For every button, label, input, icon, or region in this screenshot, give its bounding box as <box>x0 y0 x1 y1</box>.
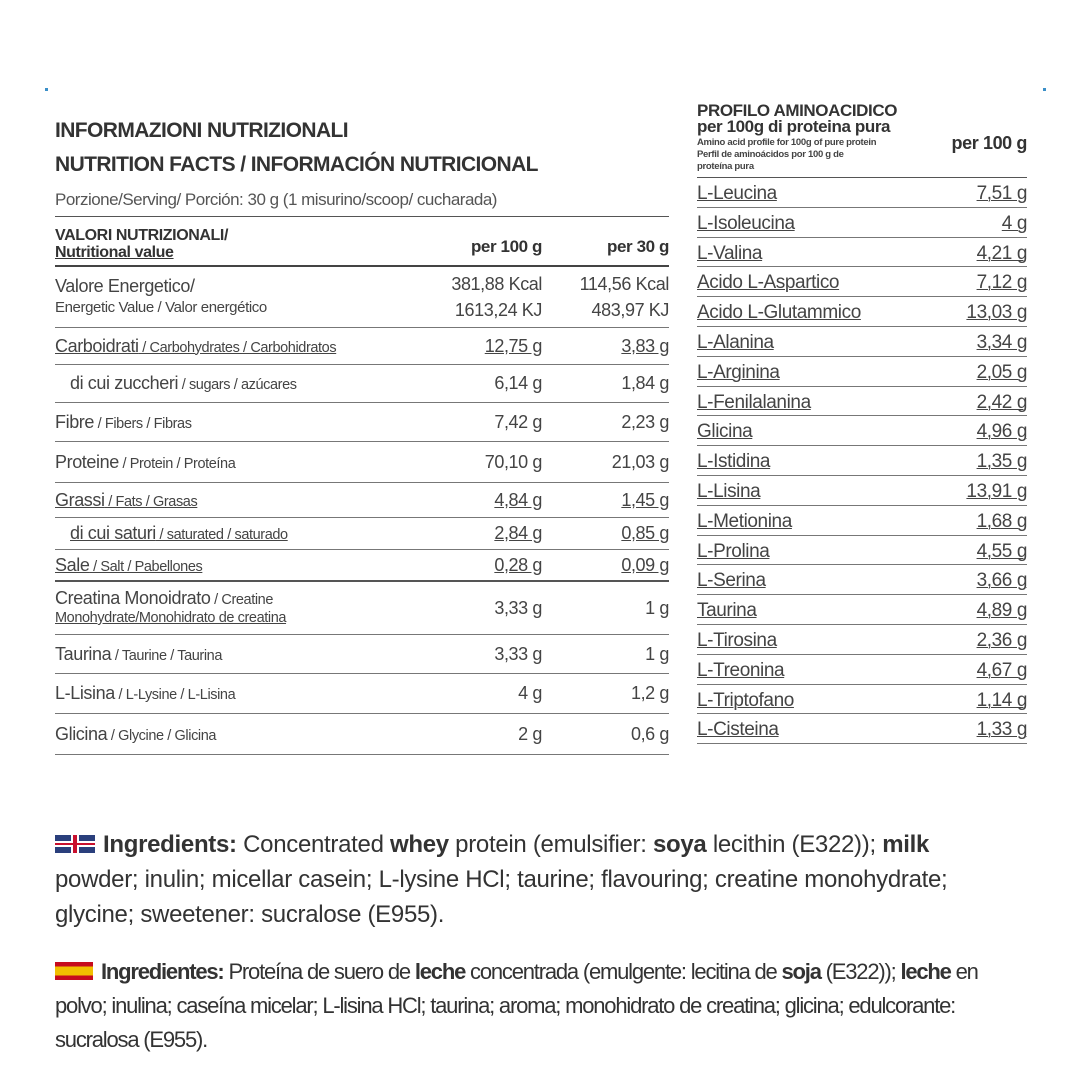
allergen-milk: milk <box>882 831 930 858</box>
allergen-soya: soya <box>652 831 707 858</box>
ingredients-en-text: protein (emulsifier: <box>448 831 653 858</box>
creatine-row <box>55 582 669 635</box>
row-label: di cui zuccheri <box>70 373 179 393</box>
amino-row <box>697 536 1027 566</box>
allergen-whey: whey <box>389 831 449 858</box>
nutrition-facts-panel <box>55 114 669 755</box>
amino-value: 2,36 g <box>976 629 1027 651</box>
amino-value: 4,67 g <box>976 659 1027 681</box>
amino-name: L-Prolina <box>697 540 770 562</box>
row-value-100g: 12,75 g <box>484 335 542 356</box>
row-value-30g: 21,03 g <box>611 451 669 472</box>
amino-name: Acido L-Glutammico <box>697 302 861 324</box>
creatine-label-sub2: Monohydrate/Monohidrato de creatina <box>55 610 287 626</box>
amino-header <box>697 133 1027 178</box>
amino-row <box>697 178 1027 208</box>
table-row <box>55 403 669 442</box>
amino-small-line1: Amino acid profile for 100g of pure protein <box>697 137 877 148</box>
row-value-100g: 2,84 g <box>494 523 542 543</box>
amino-value: 1,68 g <box>976 510 1027 532</box>
row-label-sub: / Protein / Proteína <box>118 455 236 472</box>
creatine-value-30g: 1 g <box>645 597 669 618</box>
row-label: Taurina <box>55 643 112 664</box>
amino-row <box>697 685 1027 715</box>
row-label-sub: / Carbohydrates / Carbohidratos <box>138 339 337 356</box>
ingredients-es-label: Ingredientes: <box>101 959 224 984</box>
nutrition-title-it: INFORMAZIONI NUTRIZIONALI <box>55 119 348 142</box>
row-label: di cui saturi <box>70 523 156 543</box>
amino-value: 1,14 g <box>976 689 1027 711</box>
amino-row <box>697 208 1027 238</box>
row-label: Grassi <box>55 489 105 510</box>
amino-name: Acido L-Aspartico <box>697 272 840 294</box>
row-value-100g: 4,84 g <box>494 489 542 510</box>
energy-kj-100g: 1613,24 KJ <box>454 300 542 320</box>
amino-value: 4,21 g <box>976 242 1027 264</box>
amino-row <box>697 357 1027 387</box>
row-value-30g: 1 g <box>645 643 669 664</box>
ingredients-es-text: concentrada (emulgente: lecitina de <box>465 959 782 984</box>
ingredients-es-text: en polvo; inulina; caseína micelar; L-lisina HCl; taurina; aroma; monohidrato de creatina; glicina; edulcorante: sucralosa (E955). <box>55 959 978 1052</box>
energy-kcal-30g: 114,56 Kcal <box>579 274 669 294</box>
amino-row <box>697 506 1027 536</box>
amino-value: 7,51 g <box>976 183 1027 204</box>
amino-row <box>697 714 1027 744</box>
amino-row <box>697 625 1027 655</box>
creatine-value-100g: 3,33 g <box>494 597 542 618</box>
row-label-sub: / Taurine / Taurina <box>111 647 223 664</box>
amino-name: L-Tirosina <box>697 629 777 651</box>
row-value-100g: 3,33 g <box>494 643 542 664</box>
table-row <box>55 483 669 518</box>
row-value-30g: 0,85 g <box>621 523 669 543</box>
allergen-leche: leche <box>414 959 466 984</box>
amino-value: 13,91 g <box>966 480 1027 502</box>
amino-value: 2,42 g <box>976 391 1027 413</box>
row-label-sub: / Salt / Pabellones <box>89 558 203 575</box>
row-value-30g: 1,2 g <box>630 683 669 703</box>
energy-kj-30g: 483,97 KJ <box>591 300 669 320</box>
amino-small-text <box>697 137 876 173</box>
row-value-30g: 0,6 g <box>630 723 669 744</box>
row-value-30g: 1,84 g <box>621 373 669 393</box>
table-row <box>55 550 669 582</box>
amino-value: 3,66 g <box>976 570 1027 592</box>
ingredients-en-text: lecithin (E322)); <box>706 831 883 858</box>
creatine-label: Creatina Monoidrato <box>55 588 211 608</box>
row-value-30g: 0,09 g <box>621 554 669 575</box>
energy-label <box>55 276 406 318</box>
amino-name: L-Serina <box>697 570 766 592</box>
amino-value: 4,89 g <box>976 600 1027 622</box>
row-value-100g: 2 g <box>518 723 542 744</box>
amino-row <box>697 565 1027 595</box>
amino-small-line2: Perfil de aminoácidos por 100 g de <box>697 149 844 160</box>
row-label-sub: / Glycine / Glicina <box>107 727 217 744</box>
row-label-sub: / sugars / azúcares <box>178 377 297 393</box>
amino-name: L-Cisteina <box>697 719 779 741</box>
table-row <box>55 365 669 403</box>
row-value-30g: 3,83 g <box>621 335 669 356</box>
serving-size: Porzione/Serving/ Porción: 30 g (1 misurino/scoop/ cucharada) <box>55 190 669 217</box>
amino-name: Glicina <box>697 421 753 443</box>
header-label-line1: VALORI NUTRIZIONALI/ <box>55 227 229 244</box>
energy-per-100g <box>406 271 542 323</box>
ingredients-es-text: (E322)); <box>820 959 901 984</box>
row-value-100g: 7,42 g <box>494 411 542 432</box>
row-value-100g: 4 g <box>518 683 542 703</box>
corner-dot-left <box>45 88 48 91</box>
ingredients-en-text: powder; inulin; micellar casein; L-lysine HCl; taurine; flavouring; creatine monohydrate; glycine; sweetener: sucralose (E955). <box>55 866 948 928</box>
amino-row <box>697 655 1027 685</box>
amino-per-100g: per 100 g <box>951 133 1027 153</box>
amino-name: L-Lisina <box>697 480 761 502</box>
row-label: Proteine <box>55 451 119 472</box>
amino-value: 4,96 g <box>976 421 1027 443</box>
row-label-sub: / Fats / Grasas <box>104 493 198 510</box>
amino-name: L-Valina <box>697 242 763 264</box>
amino-name: Taurina <box>697 600 757 622</box>
row-value-30g: 2,23 g <box>621 411 669 432</box>
ingredients-en-text: Concentrated <box>236 831 390 858</box>
amino-name: L-Metionina <box>697 510 792 532</box>
amino-small-line3: proteína pura <box>697 161 754 172</box>
amino-row <box>697 416 1027 446</box>
nutrition-title-multilang: NUTRITION FACTS / INFORMACIÓN NUTRICIONAL <box>55 153 538 176</box>
energy-row <box>55 267 669 328</box>
spain-flag-icon <box>55 962 93 980</box>
amino-name: L-Arginina <box>697 361 780 383</box>
table-row <box>55 518 669 550</box>
amino-value: 2,05 g <box>976 361 1027 383</box>
amino-value: 13,03 g <box>966 302 1027 324</box>
amino-row <box>697 327 1027 357</box>
row-value-100g: 70,10 g <box>484 451 542 472</box>
row-value-100g: 6,14 g <box>494 373 542 393</box>
row-value-100g: 0,28 g <box>494 554 542 575</box>
amino-name: L-Fenilalanina <box>697 391 811 413</box>
amino-acid-profile-panel <box>697 103 1027 744</box>
header-col-100g: per 100 g <box>470 237 542 256</box>
amino-name: L-Alanina <box>697 331 774 353</box>
amino-row <box>697 446 1027 476</box>
amino-value: 3,34 g <box>976 331 1027 353</box>
row-label: Sale <box>55 554 90 575</box>
header-col-30g: per 30 g <box>607 237 669 256</box>
ingredients-en <box>55 827 1005 932</box>
table-row <box>55 714 669 755</box>
amino-value: 4 g <box>1001 212 1027 234</box>
energy-label-sub: Energetic Value / Valor energético <box>55 299 267 316</box>
amino-value: 7,12 g <box>976 272 1027 294</box>
table-row <box>55 635 669 674</box>
header-label <box>55 227 406 261</box>
creatine-label-sub1: / Creatine <box>210 592 273 608</box>
energy-kcal-100g: 381,88 Kcal <box>451 274 542 294</box>
amino-row <box>697 595 1027 625</box>
row-label: L-Lisina <box>55 683 115 703</box>
amino-value: 1,35 g <box>976 451 1027 473</box>
amino-name: L-Triptofano <box>697 689 794 711</box>
ingredients-es <box>55 955 1005 1057</box>
header-label-line2: Nutritional value <box>55 244 174 261</box>
amino-value: 4,55 g <box>976 540 1027 562</box>
row-label-sub: / saturated / saturado <box>155 527 288 543</box>
row-value-30g: 1,45 g <box>621 489 669 510</box>
amino-value: 1,33 g <box>976 719 1027 741</box>
amino-name: L-Isoleucina <box>697 212 795 234</box>
nutrition-table-header <box>55 217 669 267</box>
row-label-sub: / L-Lysine / L-Lisina <box>114 687 236 703</box>
amino-subtitle: per 100g di proteina pura <box>697 117 891 136</box>
allergen-leche-2: leche <box>900 959 951 984</box>
amino-row <box>697 476 1027 506</box>
table-row <box>55 674 669 714</box>
amino-name: L-Leucina <box>697 183 777 204</box>
ingredients-en-label: Ingredients: <box>103 831 237 858</box>
amino-table <box>697 178 1027 744</box>
amino-row <box>697 297 1027 327</box>
amino-row <box>697 267 1027 297</box>
row-label-sub: / Fibers / Fibras <box>94 415 192 432</box>
amino-row <box>697 387 1027 417</box>
table-row <box>55 328 669 365</box>
allergen-soja: soja <box>781 959 821 984</box>
amino-name: L-Istidina <box>697 451 771 473</box>
row-label: Fibre <box>55 411 95 432</box>
energy-per-30g <box>542 271 669 323</box>
row-label: Carboidrati <box>55 335 139 356</box>
uk-flag-icon <box>55 835 95 853</box>
amino-title: PROFILO AMINOACIDICO <box>697 101 898 120</box>
ingredients-es-text: Proteína de suero de <box>223 959 415 984</box>
energy-label-main: Valore Energetico/ <box>55 276 195 296</box>
table-row <box>55 442 669 483</box>
amino-row <box>697 238 1027 268</box>
amino-name: L-Treonina <box>697 659 785 681</box>
row-label: Glicina <box>55 723 108 744</box>
corner-dot-right <box>1043 88 1046 91</box>
